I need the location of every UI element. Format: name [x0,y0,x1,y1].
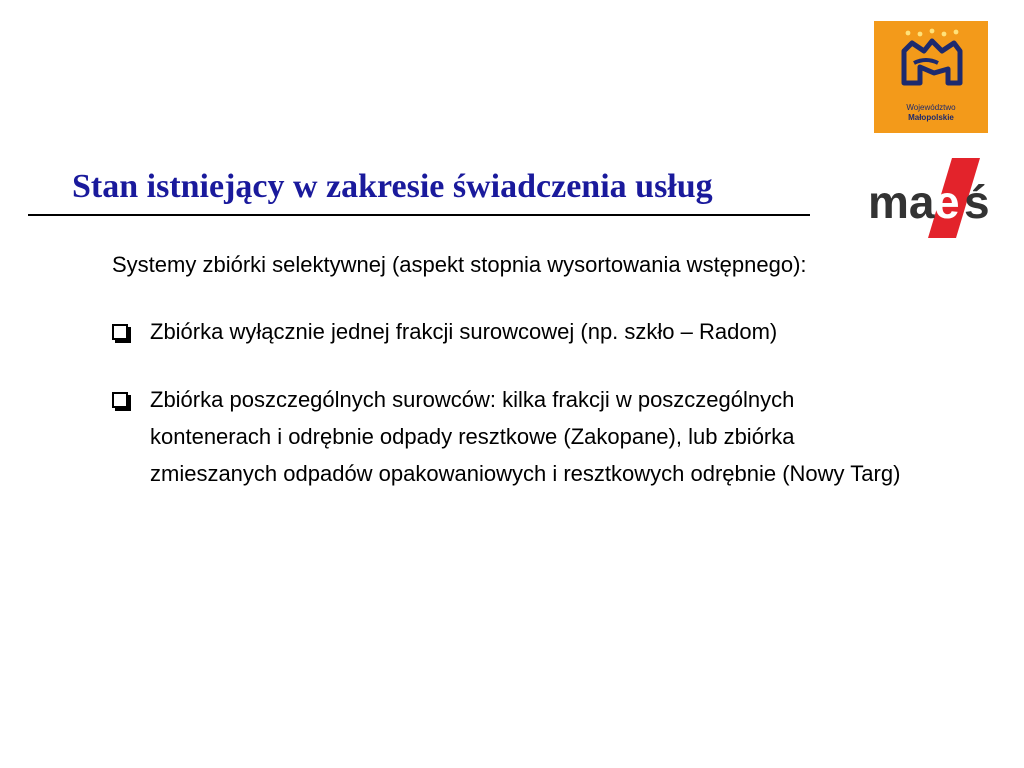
maes-logo [864,158,1000,238]
region-logo-line2: Małopolskie [908,113,954,122]
bullet-item [112,313,912,350]
bullet-item [112,381,912,492]
bullet-text: Zbiórka poszczególnych surowców: kilka frakcji w poszczególnych kontenerach i odrębnie odpady resztkowe (Zakopane), lub zbiórka zmieszanych odpadów opakowaniowych i resztkowych odrębnie (Nowy Targ) [150,387,901,486]
checkbox-bullet-icon [112,392,128,408]
slide-title: Stan istniejący w zakresie świadczenia usług [72,168,713,205]
title-underline [28,214,810,216]
wojewodztwo-malopolskie-logo [874,21,988,133]
maes-logo-s: ś [964,176,990,228]
maes-logo-ma: ma [868,176,935,228]
region-logo-line1: Województwo [906,103,956,112]
bullet-text: Zbiórka wyłącznie jednej frakcji surowcowej (np. szkło – Radom) [150,319,778,344]
region-emblem-icon [874,21,988,103]
slide-body [112,246,912,492]
checkbox-bullet-icon [112,324,128,340]
maes-logo-e: e [934,176,960,228]
intro-paragraph: Systemy zbiórki selektywnej (aspekt stopnia wysortowania wstępnego): [112,252,807,277]
